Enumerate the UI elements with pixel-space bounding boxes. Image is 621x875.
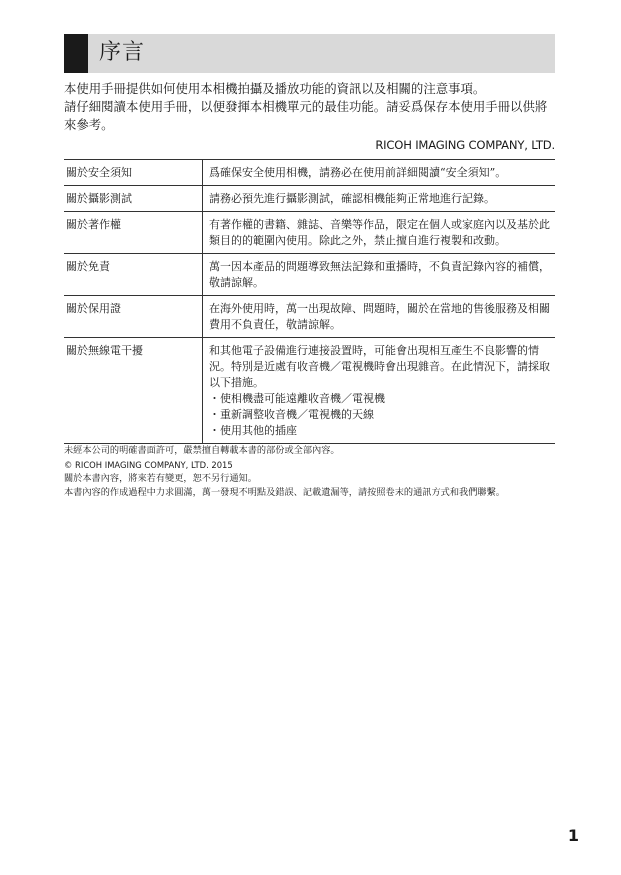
footer-change-notice: 關於本書內容，將來若有變更，恕不另行通知。 (64, 473, 257, 484)
page-number: 1 (567, 826, 579, 845)
row-bullet-item: ・使用其他的插座 (209, 424, 297, 437)
notice-table (64, 159, 555, 444)
row-text: 萬一因本產品的問題導致無法記錄和重播時，不負責記錄內容的補償，敬請諒解。 (209, 260, 550, 289)
row-bullet-item: ・重新調整收音機／電視機的天線 (209, 408, 374, 421)
intro-paragraph-2: 請仔細閱讀本使用手冊，以便發揮本相機單元的最佳功能。請妥爲保存本使用手冊以供將來參考。 (64, 99, 548, 132)
footer-notes (64, 444, 557, 500)
row-text: 有著作權的書籍、雜誌、音樂等作品，限定在個人或家庭內以及基於此類目的的範圍內使用。除此之外，禁止擅自進行複製和改動。 (209, 218, 550, 247)
footer-error-notice: 本書內容的作成過程中力求圓滿，萬一發現不明點及錯誤、記載遺漏等，請按照卷末的通訊方式和我們聯繫。 (64, 487, 505, 498)
row-content (203, 338, 556, 444)
header-marker-block (64, 34, 88, 73)
row-label: 關於安全須知 (64, 160, 203, 186)
row-label: 關於著作權 (64, 212, 203, 254)
row-label: 關於保用證 (64, 296, 203, 338)
notice-table-body (64, 160, 555, 444)
section-header (64, 34, 555, 73)
row-content (203, 212, 556, 254)
table-row (64, 254, 555, 296)
table-row (64, 296, 555, 338)
intro-text (64, 80, 557, 134)
row-content (203, 296, 556, 338)
row-text: 在海外使用時，萬一出現故障、問題時，關於在當地的售後服務及相關費用不負責任，敬請諒解。 (209, 302, 550, 331)
intro-paragraph-1: 本使用手冊提供如何使用本相機拍攝及播放功能的資訊以及相關的注意事項。 (64, 81, 486, 96)
section-title: 序言 (99, 40, 146, 65)
row-content (203, 254, 556, 296)
row-content (203, 186, 556, 212)
table-row (64, 186, 555, 212)
footer-copyright: © RICOH IMAGING COMPANY, LTD. 2015 (64, 460, 233, 470)
row-text: 請務必預先進行攝影測試，確認相機能夠正常地進行記錄。 (209, 192, 495, 205)
row-text: 爲確保安全使用相機，請務必在使用前詳細閱讀“安全須知”。 (209, 166, 507, 179)
table-row (64, 160, 555, 186)
table-row (64, 338, 555, 444)
company-name: RICOH IMAGING COMPANY, LTD. (375, 138, 555, 152)
table-row (64, 212, 555, 254)
row-bullet-item: ・使相機盡可能遠離收音機／電視機 (209, 392, 385, 405)
row-label: 關於攝影測試 (64, 186, 203, 212)
row-text: 和其他電子設備進行連接設置時，可能會出現相互產生不良影響的情況。特別是近處有收音機／電視機時會出現雜音。在此情況下，請採取以下措施。 (209, 344, 550, 389)
row-label: 關於免責 (64, 254, 203, 296)
row-label: 關於無線電干擾 (64, 338, 203, 444)
footer-copy-restriction: 未經本公司的明確書面許可，嚴禁擅自轉載本書的部份或全部內容。 (64, 445, 340, 456)
row-content (203, 160, 556, 186)
